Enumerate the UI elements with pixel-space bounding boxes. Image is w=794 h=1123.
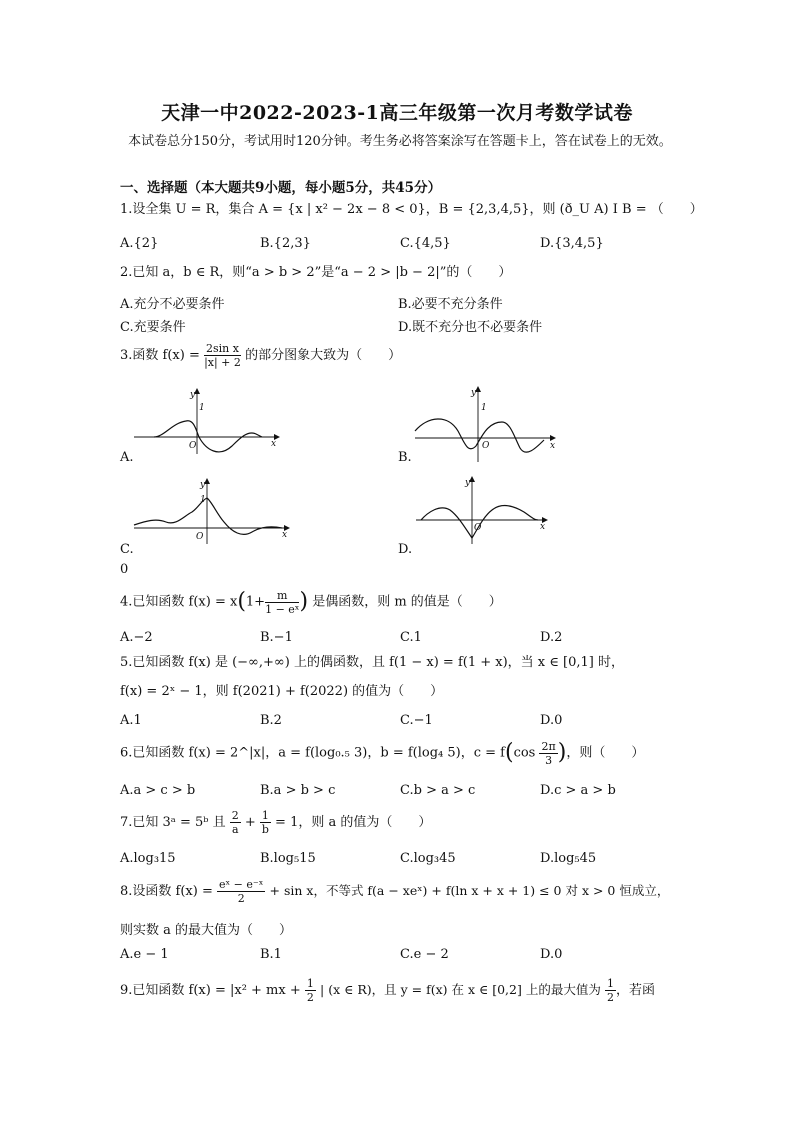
q6-prefix: 6.已知函数 f(x) = 2^|x|，a = f(log₀.₅ 3)，b = f(log₄ 5)，c = f: [120, 745, 505, 761]
q1-option-a[interactable]: A.{2}: [120, 236, 159, 251]
q7-option-d[interactable]: D.log₅45: [540, 851, 597, 866]
q2-option-a[interactable]: A.充分不必要条件: [120, 297, 225, 312]
graph-d-curve: [421, 506, 538, 538]
q9-prefix: 9.已知函数 f(x) = |x² + mx +: [120, 983, 301, 998]
q8-fraction: [217, 878, 265, 905]
graph-c-x-label: x: [282, 530, 288, 540]
q6-suffix: ，则（ ）: [566, 745, 645, 761]
q6-paren-close: ): [557, 740, 567, 765]
q7-f2-denominator: b: [261, 823, 269, 836]
q4-numerator: m: [265, 589, 299, 603]
q4-option-b[interactable]: B.−1: [260, 630, 293, 645]
q8-line2: 则实数 a 的最大值为（ ）: [120, 923, 293, 938]
section-heading: 一、选择题（本大题共9小题，每小题5分，共45分）: [120, 180, 442, 196]
q3-fraction: [204, 342, 241, 369]
graph-c-y-label: y: [200, 480, 206, 490]
q7-f1-numerator: 2: [231, 809, 239, 822]
q6-option-b[interactable]: B.a > b > c: [260, 783, 336, 798]
q8-denominator: 2: [237, 892, 245, 905]
q3-prefix: 3.函数 f(x) =: [120, 348, 200, 363]
q7-suffix: = 1，则 a 的值为（ ）: [275, 815, 432, 830]
q6-paren-open: (: [504, 740, 514, 765]
graph-d[interactable]: [416, 476, 556, 546]
q5-option-b[interactable]: B.2: [260, 713, 282, 728]
graph-c[interactable]: [134, 478, 294, 548]
q9-mid: | (x ∈ R)，且 y = f(x) 在 x ∈ [0,2] 上的最大值为: [320, 982, 601, 997]
exam-intro: 本试卷总分150分，考试用时120分钟。考生务必将答案涂写在答题卡上，答在试卷上的无效。: [128, 134, 672, 149]
q6-option-d[interactable]: D.c > a > b: [540, 783, 616, 798]
q2-option-d[interactable]: D.既不充分也不必要条件: [398, 320, 543, 335]
graph-d-x-label: x: [540, 522, 546, 532]
q5-option-c[interactable]: C.−1: [400, 713, 433, 728]
q7-option-c[interactable]: C.log₃45: [400, 851, 456, 866]
q4-prefix: 4.已知函数 f(x) = x: [120, 594, 238, 610]
q9-f1-denominator: 2: [306, 991, 314, 1004]
q4-paren-close: ): [299, 589, 309, 614]
q7-stem: 7.已知 3ᵃ = 5ᵇ 且 $\frac{2}{a}$ + $\frac{1}{b}$ = 1，则 a 的值为（ ）: [120, 809, 432, 836]
q5-line2: f(x) = 2ˣ − 1，则 f(2021) + f(2022) 的值为（ ）: [120, 684, 444, 699]
q4-denominator: 1 − eˣ: [265, 602, 300, 616]
q2-option-b[interactable]: B.必要不充分条件: [398, 297, 503, 312]
graph-b-one-label: 1: [481, 403, 487, 413]
q5-line1: 5.已知函数 f(x) 是 (−∞,+∞) 上的偶函数，且 f(1 − x) = f(1 + x)，当 x ∈ [0,1] 时，: [120, 655, 624, 670]
q4-option-c[interactable]: C.1: [400, 630, 422, 645]
q6-numerator: 2π: [541, 739, 556, 753]
q7-f1-denominator: a: [231, 823, 239, 836]
q9-f1-numerator: 1: [306, 977, 314, 990]
exam-title: 天津一中2022-2023-1高三年级第一次月考数学试卷: [161, 102, 633, 124]
q9-f2-numerator: 1: [606, 977, 614, 990]
graph-b-label: B.: [398, 450, 412, 465]
graph-c-one-label: 1: [200, 495, 206, 505]
stray-zero: 0: [120, 562, 129, 577]
graph-a-x-label: x: [271, 439, 277, 449]
graph-d-origin: O: [474, 523, 482, 533]
graph-a-origin: O: [189, 441, 197, 451]
q7-f2-numerator: 1: [261, 809, 269, 822]
graph-d-label: D.: [398, 542, 413, 557]
graph-a-one-label: 1: [199, 403, 205, 413]
q8-option-b[interactable]: B.1: [260, 947, 282, 962]
graph-b-curve: [415, 419, 544, 452]
q3-suffix: 的部分图象大致为（ ）: [245, 348, 402, 363]
q9-suffix: ，若函: [615, 983, 655, 998]
q1-text: 1.设全集 U = R，集合 A = {x | x² − 2x − 8 < 0}，B = {2,3,4,5}，则 (ð_U A) I B = （ ）: [120, 202, 703, 217]
q4-option-a[interactable]: A.−2: [120, 630, 153, 645]
q1-option-c[interactable]: C.{4,5}: [400, 236, 451, 251]
graph-a-y-label: y: [190, 390, 196, 400]
q1-option-b[interactable]: B.{2,3}: [260, 236, 311, 251]
graph-b-y-label: y: [471, 388, 477, 398]
q9-f2-denominator: 2: [606, 991, 614, 1004]
q3-stem: [120, 342, 401, 370]
q8-suffix: + sin x，不等式 f(a − xeˣ) + f(ln x + x + 1) ≤ 0 对 x > 0 恒成立，: [269, 883, 670, 898]
q7-fraction-1: [230, 809, 241, 836]
q6-denominator: 3: [545, 753, 553, 767]
q4-stem: 4.已知函数 f(x) = x(1+ $\frac{m}{\text{1 − eˣ}}$ ) 是偶函数，则 m 的值是（ ）: [120, 588, 502, 616]
q7-prefix: 7.已知 3ᵃ = 5ᵇ 且: [120, 815, 226, 830]
q4-paren-open: (: [237, 589, 246, 614]
q8-option-c[interactable]: C.e − 2: [400, 947, 449, 962]
q4-option-d[interactable]: D.2: [540, 630, 563, 645]
q5-option-a[interactable]: A.1: [120, 713, 142, 728]
q9-fraction-1: [305, 977, 316, 1004]
q7-option-a[interactable]: A.log₃15: [120, 851, 176, 866]
graph-a-curve: [154, 421, 262, 452]
q6-option-c[interactable]: C.b > a > c: [400, 783, 476, 798]
q8-prefix: 8.设函数 f(x) =: [120, 884, 213, 899]
q1-option-d[interactable]: D.{3,4,5}: [540, 236, 604, 251]
q9-stem: [120, 975, 655, 1006]
graph-b-origin: O: [482, 441, 490, 451]
graph-a[interactable]: [134, 388, 284, 458]
q7-option-b[interactable]: B.log₅15: [260, 851, 316, 866]
graph-b-x-label: x: [550, 441, 556, 451]
q2-text: 2.已知 a，b ∈ R，则“a > b > 2”是“a − 2 > |b − 2|”的（ ）: [120, 265, 512, 280]
q3-denominator: |x| + 2: [204, 356, 241, 369]
q8-option-a[interactable]: A.e − 1: [120, 947, 169, 962]
q6-cos: cos: [513, 745, 536, 761]
q6-option-a[interactable]: A.a > c > b: [120, 783, 196, 798]
graph-d-y-label: y: [465, 478, 471, 488]
graph-c-origin: O: [196, 532, 204, 542]
graph-c-label: C.: [120, 542, 134, 557]
q5-option-d[interactable]: D.0: [540, 713, 563, 728]
q7-fraction-2: [260, 809, 271, 836]
q6-fraction: [539, 740, 557, 767]
q2-option-c[interactable]: C.充要条件: [120, 320, 186, 335]
q8-numerator: eˣ − e⁻ˣ: [219, 878, 264, 891]
q3-numerator: 2sin x: [206, 342, 239, 355]
q4-suffix: 是偶函数，则 m 的值是（ ）: [312, 594, 502, 610]
q8-stem: [120, 876, 669, 907]
graph-b[interactable]: [410, 386, 560, 466]
q9-fraction-2: [605, 977, 616, 1004]
q4-fraction: [265, 589, 299, 616]
q8-option-d[interactable]: D.0: [540, 947, 563, 962]
graph-a-label: A.: [120, 450, 134, 465]
graph-c-curve: [134, 498, 282, 534]
q6-stem: [120, 738, 644, 769]
